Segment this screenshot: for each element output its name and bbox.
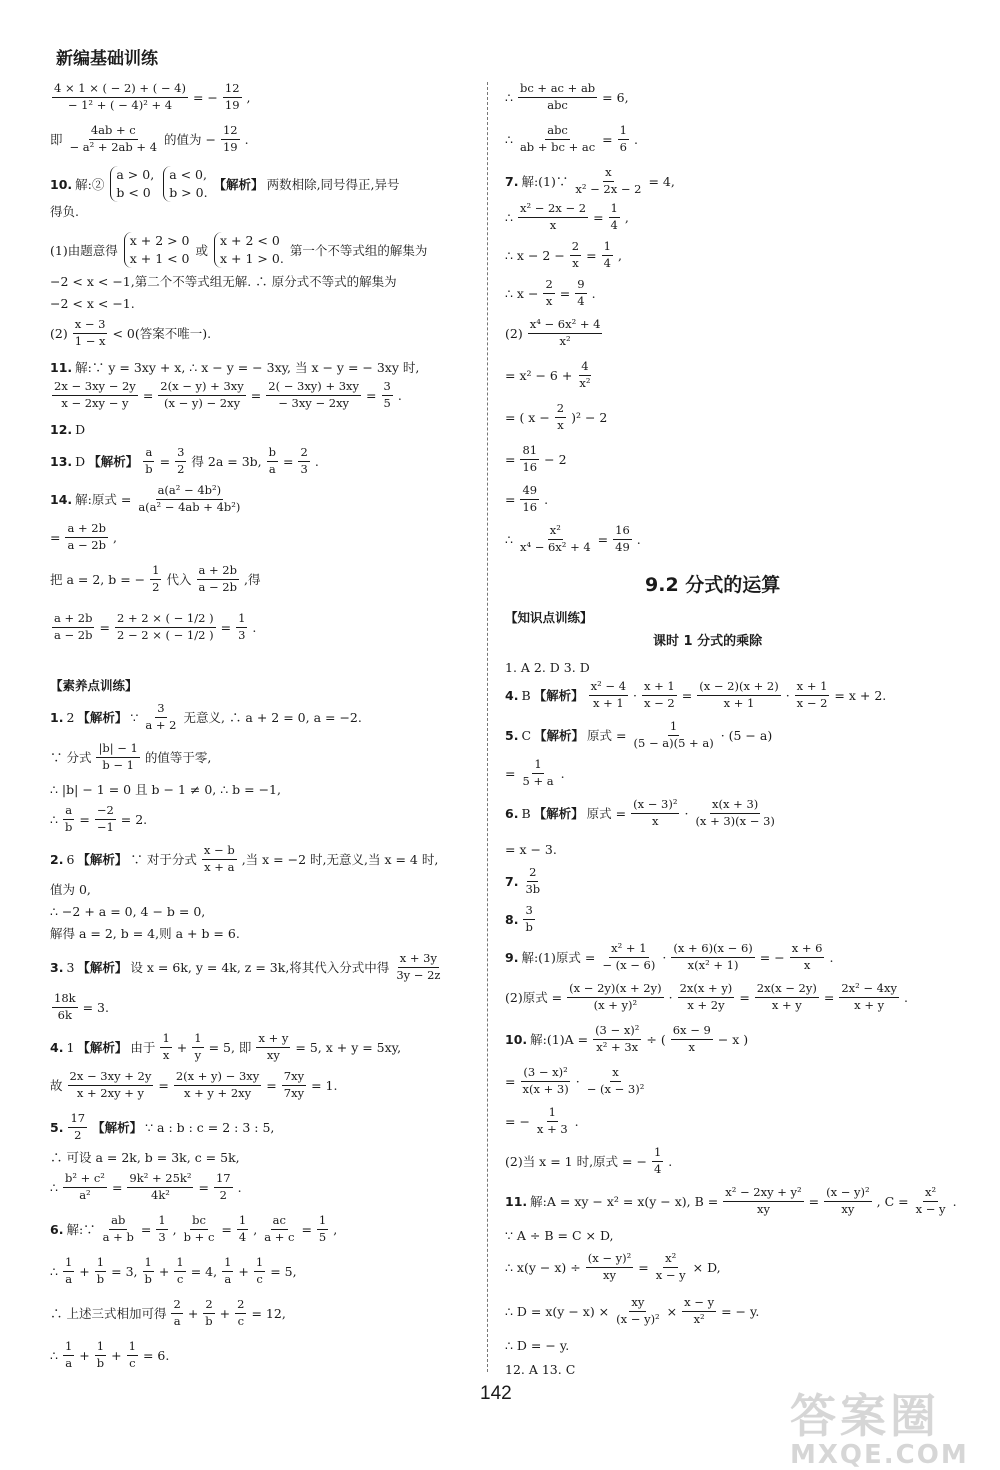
answer-line: (2)原式 = $\frac{(x - 2y)(x + 2y)}{\text{(x + y)²}}$ · $\frac{2x(x + y)}{x + 2y}$ = $\frac{2x(x - 2y)}{x + y}$ = $\frac{\text{2x² − 4xy}}{x + y}$ . bbox=[505, 981, 908, 1012]
item-10: 10. 解:(1)A = $\frac{\text{(3 − x)²}}{\text{x² + 3x}}$ ÷ ( $\frac{6x - 9}{x}$ − x ) bbox=[505, 1023, 749, 1054]
answer-line: −2 < x < −1. bbox=[50, 296, 135, 311]
answer-line: ∴ $\frac{\text{x²}}{\text{x⁴ − 6x² + 4}}$ = $\frac{16}{49}$ . bbox=[505, 523, 641, 554]
section-heading: 【素养点训练】 bbox=[50, 678, 138, 693]
answer-line: 即 $\frac{4ab + c}{\text{− a² + 2ab + 4}}$ 的值为 − $\frac{12}{19}$ . bbox=[50, 123, 249, 154]
practice-5: 5. $\frac{17}{2}$ 【解析】 ∵ a : b : c = 2 : 3 : 5, bbox=[50, 1111, 275, 1142]
answer-line: = x − 3. bbox=[505, 842, 557, 857]
answer-line: ∴ −2 + a = 0, 4 − b = 0, bbox=[50, 904, 206, 919]
question-11: 11. 解:∵ y = 3xy + x, ∴ x − y = − 3xy, 当 x − y = − 3xy 时, bbox=[50, 360, 420, 375]
answer-line: ∴ x − $\frac{2}{x}$ = $\frac{9}{4}$ . bbox=[505, 277, 596, 308]
answer-line: = $\frac{49}{16}$ . bbox=[505, 483, 549, 514]
answer-line: = − $\frac{1}{x + 3}$ . bbox=[505, 1105, 579, 1136]
section-heading: 【知识点训练】 bbox=[505, 610, 593, 625]
answer-line: ∴ x − 2 − $\frac{2}{x}$ = $\frac{1}{4}$ , bbox=[505, 239, 622, 270]
lesson-title: 课时 1 分式的乘除 bbox=[653, 634, 763, 649]
question-13: 13. D 【解析】 $\frac{a}{b}$ = $\frac{3}{2}$ 得 2a = 3b, $\frac{b}{a}$ = $\frac{2}{3}$ . bbox=[50, 445, 319, 476]
answer-line: = $\frac{\text{(3 − x)²}}{x(x + 3)}$ · $\frac{x}{\text{− (x − 3)²}}$ bbox=[505, 1065, 645, 1096]
answer-line: ∴ $\frac{\text{b² + c²}}{\text{a²}}$ = $\frac{\text{9k² + 25k²}}{\text{4k²}}$ = $\frac{17}{2}$ . bbox=[50, 1171, 242, 1202]
answer-line: 值为 0, bbox=[50, 882, 91, 897]
answer-line: = $\frac{a + 2b}{a - 2b}$ , bbox=[50, 521, 117, 552]
item-5: 5. C 【解析】 原式 = $\frac{1}{(5 - a)(5 + a)}$ · (5 − a) bbox=[505, 719, 773, 750]
question-12: 12. D bbox=[50, 422, 86, 437]
answer-line: ∴ $\frac{1}{a}$ + $\frac{1}{b}$ + $\frac{1}{c}$ = 6. bbox=[50, 1339, 170, 1370]
answer-line: 故 $\frac{2x - 3xy + 2y}{x + 2xy + y}$ = $\frac{2(x + y) - 3xy}{x + y + 2xy}$ = $\frac{7xy}{7xy}$ = 1. bbox=[50, 1069, 338, 1100]
answer-line: ∴ $\frac{bc + ac + ab}{\text{abc}}$ = 6, bbox=[505, 81, 629, 112]
column-divider bbox=[487, 82, 488, 1372]
practice-3: 3. 3 【解析】 设 x = 6k, y = 4k, z = 3k,将其代入分式中得 $\frac{x + 3y}{3y - 2z}$ bbox=[50, 951, 441, 982]
answer-line: ∴ $\frac{1}{a}$ + $\frac{1}{b}$ = 3, $\frac{1}{b}$ + $\frac{1}{c}$ = 4, $\frac{1}{a}$ + $\frac{1}{c}$ = 5, bbox=[50, 1255, 297, 1286]
item-4: 4. B 【解析】 $\frac{\text{x² − 4}}{x + 1}$ · $\frac{x + 1}{x - 2}$ = $\frac{(x - 2)(x + 2)}{x + 1}$ · $\frac{x + 1}{x - 2}$ = x + 2. bbox=[505, 679, 887, 710]
answer-line: ∴ |b| − 1 = 0 且 b − 1 ≠ 0, ∴ b = −1, bbox=[50, 782, 281, 797]
answer-line: ∴ $\frac{a}{b}$ = $\frac{-2}{-1}$ = 2. bbox=[50, 803, 148, 834]
answer-line: 12. A 13. C bbox=[505, 1362, 576, 1377]
answer-line: ∵ 分式 $\frac{|b| - 1}{b - 1}$ 的值等于零, bbox=[50, 741, 212, 772]
answer-line: (2) $\frac{x - 3}{1 - x}$ < 0(答案不唯一). bbox=[50, 317, 212, 348]
answer-line: ∴ 上述三式相加可得 $\frac{2}{a}$ + $\frac{2}{b}$ + $\frac{2}{c}$ = 12, bbox=[50, 1297, 286, 1328]
answer-line: = $\frac{1}{5 + a}$ . bbox=[505, 757, 565, 788]
answer-line: (2)当 x = 1 时,原式 = − $\frac{1}{4}$ . bbox=[505, 1145, 673, 1176]
practice-1: 1. 2 【解析】 ∵ $\frac{3}{a + 2}$ 无意义, ∴ a + 2 = 0, a = −2. bbox=[50, 701, 362, 732]
answer-line: $\frac{a + 2b}{a - 2b}$ = $\frac{2 + 2 \times ( - 1/2 )}{2 - 2 \times ( - 1/2 )}$ = $\frac{1}{3}$ . bbox=[54, 611, 257, 642]
answer-line: −2 < x < −1,第二个不等式组无解. ∴ 原分式不等式的解集为 bbox=[50, 274, 397, 289]
question-7: 7. 解:(1)∵ $\frac{x}{\text{x² − 2x − 2}}$ = 4, bbox=[505, 165, 675, 196]
page-header: 新编基础训练 bbox=[56, 49, 158, 69]
practice-4: 4. 1 【解析】 由于 $\frac{1}{x}$ + $\frac{1}{y}$ = 5, 即 $\frac{x + y}{xy}$ = 5, x + y = 5xy, bbox=[50, 1031, 402, 1062]
practice-6: 6. 解:∵ $\frac{ab}{a + b}$ = $\frac{1}{3}$ , $\frac{bc}{b + c}$ = $\frac{1}{4}$ , $\frac{ac}{a + c}$ = $\frac{1}{5}$ , bbox=[50, 1213, 338, 1244]
answer-line: ∵ A ÷ B = C × D, bbox=[505, 1228, 614, 1243]
answer-line: ∴ D = − y. bbox=[505, 1338, 570, 1353]
answer-line: = $\frac{81}{16}$ − 2 bbox=[505, 443, 567, 474]
answer-line: 解得 a = 2, b = 4,则 a + b = 6. bbox=[50, 926, 240, 941]
answer-line: 把 a = 2, b = − $\frac{1}{2}$ 代入 $\frac{a + 2b}{a - 2b}$ ,得 bbox=[50, 563, 261, 594]
answer-line: ∴ D = x(y − x) × $\frac{xy}{\text{(x − y)²}}$ × $\frac{x - y}{\text{x²}}$ = − y. bbox=[505, 1295, 760, 1326]
answer-line: ∴ 可设 a = 2k, b = 3k, c = 5k, bbox=[50, 1150, 240, 1165]
item-6: 6. B 【解析】 原式 = $\frac{\text{(x − 3)²}}{x}$ · $\frac{x(x + 3)}{(x + 3)(x - 3)}$ bbox=[505, 797, 775, 828]
watermark-logo: 答案圈 MXQE.COM bbox=[790, 1389, 969, 1470]
answer-line: 1. A 2. D 3. D bbox=[505, 660, 590, 675]
answer-line: (2) $\frac{\text{x⁴ − 6x² + 4}}{\text{x²}}$ bbox=[505, 317, 601, 348]
answer-line: = x² − 6 + $\frac{4}{\text{x²}}$ bbox=[505, 359, 591, 390]
answer-line: (1)由题意得 x + 2 > 0 x + 1 < 0 或 x + 2 < 0 x + 1 > 0. 第一个不等式组的解集为 bbox=[50, 232, 427, 268]
page-number: 142 bbox=[480, 1383, 512, 1404]
section-title: 9.2 分式的运算 bbox=[645, 574, 781, 596]
answer-line: 得负. bbox=[50, 204, 79, 219]
item-9: 9. 解:(1)原式 = $\frac{\text{x² + 1}}{- (x - 6)}$ · $\frac{(x + 6)(x - 6)}{\text{x(x² + 1)}}$ = − $\frac{x + 6}{x}$ . bbox=[505, 941, 834, 972]
item-7: 7. $\frac{2}{3b}$ bbox=[505, 865, 541, 896]
question-14: 14. 解:原式 = $\frac{\text{a(a² − 4b²)}}{\text{a(a² − 4ab + 4b²)}}$ bbox=[50, 483, 241, 514]
answer-line: = ( x − $\frac{2}{x}$ )² − 2 bbox=[505, 401, 608, 432]
answer-line: ∴ $\frac{\text{x² − 2x − 2}}{x}$ = $\frac{1}{4}$ , bbox=[505, 201, 629, 232]
item-11: 11. 解:A = xy − x² = x(y − x), B = $\frac{\text{x² − 2xy + y²}}{xy}$ = $\frac{\text{(x − y)²}}{xy}$ , C = $\frac{\text{x²}}{x - y}$ . bbox=[505, 1185, 957, 1216]
practice-2: 2. 6 【解析】 ∵ 对于分式 $\frac{x - b}{x + a}$ ,当 x = −2 时,无意义,当 x = 4 时, bbox=[50, 843, 439, 874]
answer-line: $\frac{18k}{6k}$ = 3. bbox=[54, 991, 109, 1022]
question-10: 10. 解:② a > 0, b < 0 a < 0, b > 0. 【解析】 两数相除,同号得正,异号 bbox=[50, 166, 400, 202]
answer-line: ∴ x(y − x) ÷ $\frac{\text{(x − y)²}}{xy}$ = $\frac{\text{x²}}{x - y}$ × D, bbox=[505, 1251, 721, 1282]
answer-line: $\frac{4 \times 1 \times ( - 2) + ( - 4)}{\text{− 1² + ( − 4)² + 4}}$ = − $\frac{12}{19}$ , bbox=[54, 81, 251, 112]
item-8: 8. $\frac{3}{b}$ bbox=[505, 903, 533, 934]
answer-line: ∴ $\frac{\text{abc}}{ab + bc + ac}$ = $\frac{1}{6}$ . bbox=[505, 123, 638, 154]
answer-line: $\frac{2x - 3xy - 2y}{x - 2xy - y}$ = $\frac{2(x - y) + 3xy}{(x - y) - 2xy}$ = $\frac{2( - 3xy) + 3xy}{- 3xy - 2xy}$ = $\frac{3}{5}$ . bbox=[54, 379, 402, 410]
